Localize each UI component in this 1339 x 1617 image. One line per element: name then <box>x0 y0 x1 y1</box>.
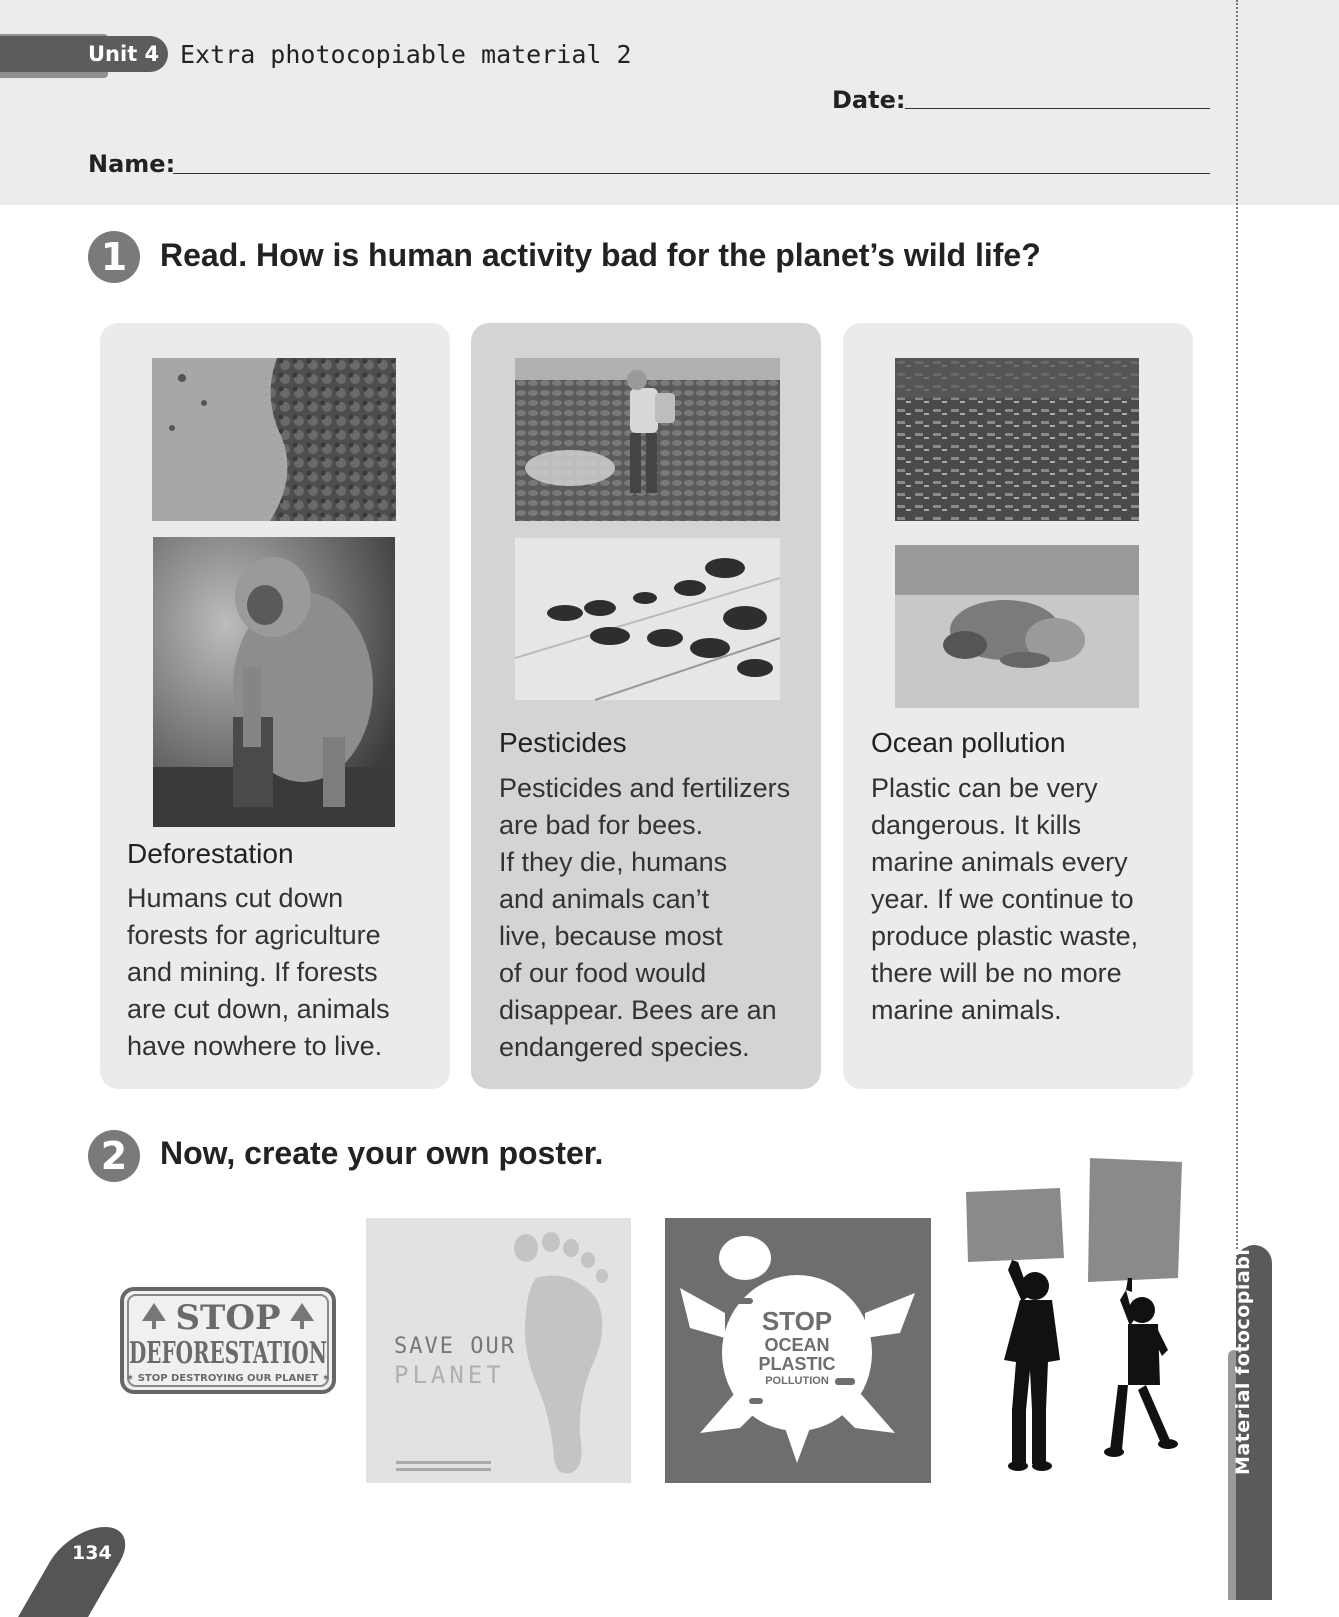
card-text-ocean-pollution <box>871 770 1138 1029</box>
deforestation-aerial-photo <box>152 358 396 521</box>
stamp-stop-text: STOP <box>175 1298 281 1338</box>
card-pesticides <box>471 323 821 1089</box>
turtle-on-beach-photo <box>895 545 1139 708</box>
exercise-number-1: 1 <box>88 231 140 283</box>
page-number-badge <box>18 1527 140 1617</box>
text-line: of our food would <box>499 958 707 988</box>
save-our-planet-poster <box>366 1218 631 1483</box>
exercise-number-2: 2 <box>88 1130 140 1182</box>
text-line: Pesticides and fertilizers <box>499 773 791 803</box>
child-silhouette-right <box>1104 1278 1178 1457</box>
text-line: are bad for bees. <box>499 810 704 840</box>
text-line: and animals can’t <box>499 884 710 914</box>
polluted-water-photo <box>895 358 1139 521</box>
text-line: year. If we continue to <box>871 884 1134 914</box>
stamp-subtitle-text: ✶ STOP DESTROYING OUR PLANET ✶ <box>125 1373 331 1384</box>
children-with-placards-silhouette <box>960 1150 1190 1480</box>
text-line: disappear. Bees are an <box>499 995 777 1025</box>
text-line: forests for agriculture <box>127 920 381 950</box>
text-line: If they die, humans <box>499 847 728 877</box>
card-text-deforestation <box>127 880 390 1065</box>
worksheet-title: Extra photocopiable material 2 <box>180 40 632 69</box>
stamp-deforestation-text: DEFORESTATION <box>129 1336 327 1371</box>
dead-bees-photo <box>515 538 780 700</box>
date-field[interactable] <box>905 108 1210 109</box>
turtle-ocean-text: OCEAN <box>764 1335 830 1355</box>
monkey-photo <box>153 537 395 827</box>
text-line: are cut down, animals <box>127 994 390 1024</box>
pesticide-spraying-photo <box>515 358 780 521</box>
header-band <box>0 0 1237 205</box>
name-label: Name: <box>88 150 176 178</box>
exercise-2-instruction: Now, create your own poster. <box>160 1135 604 1171</box>
text-line: marine animals. <box>871 995 1062 1025</box>
text-line: live, because most <box>499 921 723 951</box>
card-heading-deforestation: Deforestation <box>127 838 294 869</box>
stop-deforestation-stamp <box>120 1287 336 1394</box>
side-tab-label: Material fotocopiable <box>1232 1235 1254 1475</box>
exercise-1-instruction: Read. How is human activity bad for the planet’s wild life? <box>160 237 1041 273</box>
placard-right <box>1088 1158 1182 1282</box>
card-heading-ocean-pollution: Ocean pollution <box>871 727 1066 758</box>
text-line: Humans cut down <box>127 883 344 913</box>
stop-ocean-plastic-pollution-poster <box>665 1218 931 1483</box>
card-ocean-pollution <box>843 323 1193 1089</box>
card-heading-pesticides: Pesticides <box>499 727 627 758</box>
turtle-stop-text: STOP <box>761 1306 833 1336</box>
card-deforestation <box>100 323 450 1089</box>
text-line: Plastic can be very <box>871 773 1098 803</box>
header-band-margin <box>1237 0 1339 205</box>
text-line: have nowhere to live. <box>127 1031 383 1061</box>
unit-label: Unit 4 <box>88 42 160 66</box>
text-line: marine animals every <box>871 847 1128 877</box>
text-line: dangerous. It kills <box>871 810 1082 840</box>
text-line: endangered species. <box>499 1032 750 1062</box>
name-field[interactable] <box>173 173 1210 174</box>
card-text-pesticides <box>499 770 790 1066</box>
text-line: there will be no more <box>871 958 1122 988</box>
turtle-plastic-text: PLASTIC <box>758 1354 836 1374</box>
text-line: produce plastic waste, <box>871 921 1139 951</box>
text-line: and mining. If forests <box>127 957 378 987</box>
page-number: 134 <box>72 1542 112 1564</box>
date-label: Date: <box>832 86 906 114</box>
placard-left <box>966 1188 1064 1262</box>
poster-save-our-text: SAVE OUR <box>394 1334 516 1359</box>
turtle-pollution-text: POLLUTION <box>765 1375 829 1387</box>
poster-planet-text: PLANET <box>394 1361 505 1389</box>
child-silhouette-left <box>1004 1260 1060 1471</box>
